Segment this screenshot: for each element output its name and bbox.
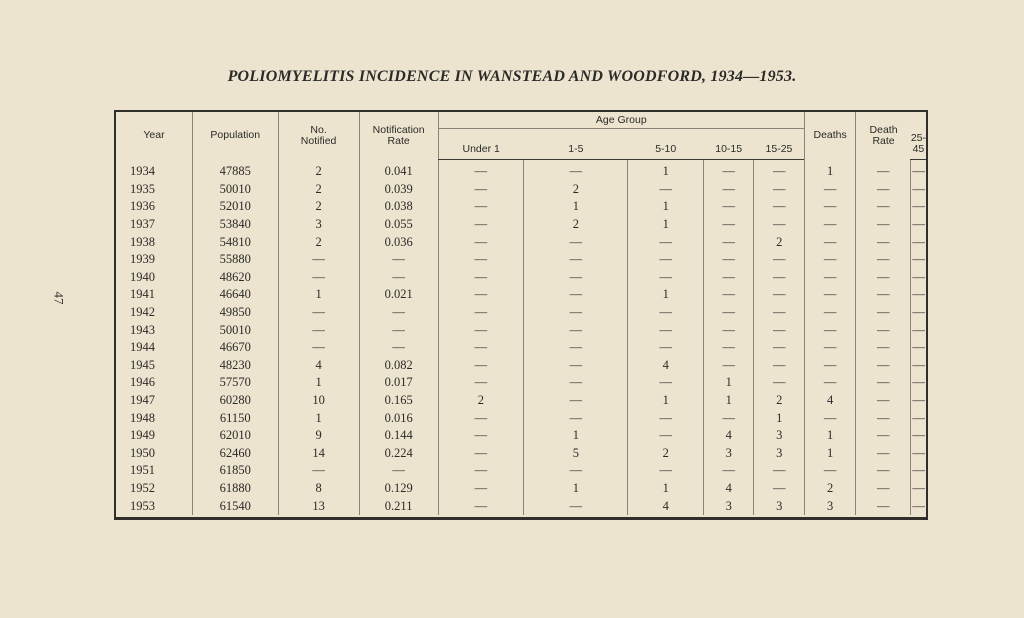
header-rate-line2: Rate (387, 134, 410, 147)
cell-under-1: — (438, 497, 524, 515)
header-age-10-15: 10-15 (703, 129, 754, 160)
cell-notified: 13 (278, 497, 359, 515)
cell-death-rate: — (911, 462, 926, 480)
table-row (116, 392, 926, 410)
cell-age-25-45: — (805, 339, 856, 357)
cell-age-25-45: — (805, 286, 856, 304)
cell-under-1: — (438, 181, 524, 199)
cell-deaths: — (856, 286, 911, 304)
cell-year: 1942 (130, 305, 155, 320)
cell-age-5-10: — (628, 462, 703, 480)
header-rate (359, 112, 438, 160)
cell-deaths: — (856, 269, 911, 287)
cell-rate: — (359, 462, 438, 480)
cell-rate: — (359, 339, 438, 357)
header-rate-line1: Notification (372, 123, 425, 136)
cell-year: 1945 (130, 357, 155, 372)
cell-age-15-25: — (754, 480, 805, 498)
table-row (116, 233, 926, 251)
cell-age-5-10: — (628, 339, 703, 357)
cell-age-5-10: 1 (628, 198, 703, 216)
cell-age-10-15: — (703, 160, 754, 181)
cell-under-1: — (438, 445, 524, 463)
cell-age-25-45: 1 (805, 427, 856, 445)
cell-death-rate: — (911, 269, 926, 287)
incidence-table (116, 112, 926, 515)
cell-age-10-15: — (703, 357, 754, 375)
cell-under-1: — (438, 198, 524, 216)
cell-age-5-10: — (628, 427, 703, 445)
cell-age-1-5: 2 (524, 181, 628, 199)
table-row (116, 160, 926, 181)
table-row (116, 321, 926, 339)
cell-age-10-15: 4 (703, 427, 754, 445)
cell-age-25-45: 4 (805, 392, 856, 410)
cell-death-rate: — (911, 198, 926, 216)
cell-age-25-45: — (805, 357, 856, 375)
cell-rate: — (359, 251, 438, 269)
table-row (116, 216, 926, 234)
header-age-under-1: Under 1 (438, 129, 524, 160)
cell-deaths: — (856, 409, 911, 427)
cell-age-15-25: — (754, 339, 805, 357)
cell-deaths: — (856, 304, 911, 322)
cell-death-rate: — (911, 286, 926, 304)
cell-rate: 0.039 (359, 181, 438, 199)
header-death-rate-line2: Rate (872, 134, 895, 147)
cell-population: 48230 (192, 357, 278, 375)
cell-deaths: — (856, 233, 911, 251)
table-body (116, 160, 926, 515)
header-age-5-10: 5-10 (628, 129, 703, 160)
cell-age-5-10: 1 (628, 286, 703, 304)
cell-notified: 2 (278, 198, 359, 216)
cell-year: 1949 (130, 428, 155, 443)
cell-year: 1938 (130, 234, 155, 249)
cell-notified: 4 (278, 357, 359, 375)
cell-population: 55880 (192, 251, 278, 269)
cell-rate: 0.016 (359, 409, 438, 427)
cell-rate: 0.038 (359, 198, 438, 216)
cell-age-15-25: 3 (754, 497, 805, 515)
cell-under-1: — (438, 286, 524, 304)
cell-age-15-25: — (754, 251, 805, 269)
cell-age-10-15: 3 (703, 445, 754, 463)
cell-death-rate: — (911, 181, 926, 199)
cell-under-1: — (438, 321, 524, 339)
cell-age-10-15: — (703, 251, 754, 269)
cell-death-rate: — (911, 251, 926, 269)
cell-age-5-10: 1 (628, 480, 703, 498)
cell-age-1-5: — (524, 233, 628, 251)
cell-year: 1948 (130, 410, 155, 425)
cell-year: 1951 (130, 463, 155, 478)
cell-year: 1936 (130, 199, 155, 214)
cell-age-10-15: 1 (703, 392, 754, 410)
cell-age-25-45: 2 (805, 480, 856, 498)
cell-deaths: — (856, 427, 911, 445)
cell-age-15-25: — (754, 462, 805, 480)
cell-under-1: — (438, 374, 524, 392)
cell-deaths: — (856, 216, 911, 234)
cell-year: 1941 (130, 287, 155, 302)
incidence-table-frame (114, 110, 928, 520)
cell-age-15-25: 3 (754, 445, 805, 463)
cell-death-rate: — (911, 427, 926, 445)
cell-age-1-5: — (524, 321, 628, 339)
cell-death-rate: — (911, 374, 926, 392)
header-notified-line1: No. (310, 123, 327, 136)
cell-deaths: — (856, 357, 911, 375)
page-title: POLIOMYELITIS INCIDENCE IN WANSTEAD AND WOODFORD, 1934—1953. (227, 68, 797, 85)
cell-age-1-5: — (524, 462, 628, 480)
cell-year: 1937 (130, 217, 155, 232)
cell-age-5-10: — (628, 374, 703, 392)
cell-deaths: — (856, 445, 911, 463)
header-death-rate (856, 112, 911, 160)
cell-age-1-5: — (524, 357, 628, 375)
cell-age-5-10: — (628, 233, 703, 251)
cell-age-1-5: 1 (524, 427, 628, 445)
cell-age-1-5: — (524, 409, 628, 427)
cell-deaths: — (856, 251, 911, 269)
cell-population: 50010 (192, 321, 278, 339)
cell-under-1: — (438, 427, 524, 445)
header-death-rate-line1: Death (869, 123, 898, 136)
cell-notified: 8 (278, 480, 359, 498)
cell-age-5-10: 1 (628, 160, 703, 181)
cell-death-rate: — (911, 445, 926, 463)
cell-deaths: — (856, 160, 911, 181)
cell-rate: 0.021 (359, 286, 438, 304)
cell-age-5-10: — (628, 269, 703, 287)
cell-age-25-45: — (805, 409, 856, 427)
cell-age-5-10: — (628, 409, 703, 427)
cell-notified: — (278, 269, 359, 287)
cell-age-10-15: — (703, 181, 754, 199)
cell-under-1: — (438, 304, 524, 322)
cell-year: 1946 (130, 375, 155, 390)
cell-age-25-45: — (805, 233, 856, 251)
cell-deaths: — (856, 497, 911, 515)
table-row (116, 181, 926, 199)
cell-year: 1935 (130, 181, 155, 196)
table-row (116, 357, 926, 375)
cell-rate: 0.211 (359, 497, 438, 515)
cell-age-1-5: — (524, 304, 628, 322)
cell-age-1-5: — (524, 160, 628, 181)
cell-notified: 14 (278, 445, 359, 463)
cell-age-15-25: — (754, 181, 805, 199)
cell-age-5-10: 4 (628, 357, 703, 375)
cell-age-25-45: 3 (805, 497, 856, 515)
cell-notified: 2 (278, 160, 359, 181)
cell-age-10-15: — (703, 339, 754, 357)
cell-age-15-25: — (754, 216, 805, 234)
cell-population: 48620 (192, 269, 278, 287)
cell-notified: — (278, 251, 359, 269)
cell-age-25-45: — (805, 251, 856, 269)
cell-rate: 0.055 (359, 216, 438, 234)
cell-under-1: — (438, 269, 524, 287)
cell-age-25-45: 1 (805, 445, 856, 463)
header-age-25-45: 25-45 (911, 129, 926, 160)
table-row (116, 286, 926, 304)
cell-year: 1940 (130, 269, 155, 284)
cell-age-1-5: — (524, 269, 628, 287)
cell-rate: 0.165 (359, 392, 438, 410)
cell-deaths: — (856, 392, 911, 410)
cell-death-rate: — (911, 409, 926, 427)
cell-age-15-25: — (754, 321, 805, 339)
header-notified (278, 112, 359, 160)
header-age-1-5: 1-5 (524, 129, 628, 160)
cell-year: 1950 (130, 445, 155, 460)
cell-notified: — (278, 462, 359, 480)
cell-age-15-25: 2 (754, 233, 805, 251)
cell-under-1: — (438, 462, 524, 480)
cell-age-1-5: — (524, 286, 628, 304)
table-row (116, 462, 926, 480)
cell-death-rate: — (911, 233, 926, 251)
cell-notified: 9 (278, 427, 359, 445)
cell-age-10-15: — (703, 216, 754, 234)
cell-rate: 0.041 (359, 160, 438, 181)
cell-deaths: — (856, 181, 911, 199)
cell-under-1: — (438, 160, 524, 181)
cell-age-5-10: 4 (628, 497, 703, 515)
cell-age-10-15: — (703, 269, 754, 287)
cell-rate: 0.036 (359, 233, 438, 251)
cell-year: 1952 (130, 480, 155, 495)
cell-year: 1943 (130, 322, 155, 337)
cell-under-1: — (438, 480, 524, 498)
cell-age-1-5: 1 (524, 198, 628, 216)
cell-deaths: — (856, 321, 911, 339)
cell-rate: — (359, 321, 438, 339)
cell-age-25-45: — (805, 304, 856, 322)
cell-age-10-15: 1 (703, 374, 754, 392)
cell-age-1-5: — (524, 497, 628, 515)
cell-age-15-25: — (754, 286, 805, 304)
header-year: Year (143, 129, 165, 142)
cell-age-1-5: — (524, 251, 628, 269)
header-deaths: Deaths (805, 112, 856, 160)
cell-rate: — (359, 304, 438, 322)
cell-notified: 1 (278, 409, 359, 427)
cell-age-25-45: — (805, 198, 856, 216)
cell-age-15-25: 3 (754, 427, 805, 445)
table-row (116, 445, 926, 463)
cell-under-1: — (438, 339, 524, 357)
cell-population: 62460 (192, 445, 278, 463)
cell-population: 62010 (192, 427, 278, 445)
table-row (116, 427, 926, 445)
header-age-group: Age Group (438, 112, 804, 129)
cell-age-25-45: 1 (805, 160, 856, 181)
cell-year: 1934 (130, 164, 155, 179)
cell-population: 52010 (192, 198, 278, 216)
cell-population: 57570 (192, 374, 278, 392)
cell-under-1: — (438, 409, 524, 427)
cell-population: 53840 (192, 216, 278, 234)
cell-age-25-45: — (805, 181, 856, 199)
cell-age-1-5: — (524, 392, 628, 410)
cell-age-25-45: — (805, 216, 856, 234)
cell-age-1-5: 2 (524, 216, 628, 234)
cell-population: 46640 (192, 286, 278, 304)
cell-notified: 1 (278, 374, 359, 392)
header-notified-line2: Notified (300, 134, 337, 147)
cell-age-15-25: — (754, 160, 805, 181)
cell-notified: 3 (278, 216, 359, 234)
table-row (116, 497, 926, 515)
cell-age-25-45: — (805, 321, 856, 339)
cell-age-5-10: — (628, 321, 703, 339)
table-row (116, 480, 926, 498)
cell-population: 61850 (192, 462, 278, 480)
cell-year: 1947 (130, 393, 155, 408)
table-row (116, 269, 926, 287)
cell-age-10-15: — (703, 304, 754, 322)
cell-age-10-15: — (703, 198, 754, 216)
cell-death-rate: — (911, 392, 926, 410)
cell-age-5-10: 1 (628, 216, 703, 234)
table-row (116, 339, 926, 357)
cell-age-15-25: 2 (754, 392, 805, 410)
cell-age-10-15: — (703, 233, 754, 251)
cell-age-5-10: — (628, 251, 703, 269)
cell-death-rate: — (911, 480, 926, 498)
cell-age-25-45: — (805, 374, 856, 392)
cell-age-10-15: 3 (703, 497, 754, 515)
cell-year: 1939 (130, 252, 155, 267)
cell-age-15-25: — (754, 357, 805, 375)
cell-age-1-5: — (524, 374, 628, 392)
cell-age-1-5: — (524, 339, 628, 357)
table-row (116, 198, 926, 216)
cell-notified: — (278, 304, 359, 322)
cell-population: 60280 (192, 392, 278, 410)
cell-population: 50010 (192, 181, 278, 199)
cell-death-rate: — (911, 216, 926, 234)
cell-population: 46670 (192, 339, 278, 357)
table-row (116, 409, 926, 427)
cell-rate: 0.144 (359, 427, 438, 445)
cell-notified: — (278, 339, 359, 357)
cell-age-25-45: — (805, 269, 856, 287)
cell-deaths: — (856, 198, 911, 216)
cell-death-rate: — (911, 304, 926, 322)
cell-age-10-15: — (703, 409, 754, 427)
cell-death-rate: — (911, 321, 926, 339)
cell-population: 54810 (192, 233, 278, 251)
cell-rate: 0.129 (359, 480, 438, 498)
cell-population: 61150 (192, 409, 278, 427)
table-row (116, 251, 926, 269)
cell-under-1: — (438, 233, 524, 251)
cell-notified: 10 (278, 392, 359, 410)
cell-age-15-25: 1 (754, 409, 805, 427)
cell-deaths: — (856, 462, 911, 480)
cell-notified: 2 (278, 181, 359, 199)
cell-rate: 0.082 (359, 357, 438, 375)
cell-deaths: — (856, 374, 911, 392)
cell-year: 1953 (130, 498, 155, 513)
cell-rate: — (359, 269, 438, 287)
cell-age-5-10: 1 (628, 392, 703, 410)
cell-death-rate: — (911, 357, 926, 375)
cell-under-1: — (438, 357, 524, 375)
cell-under-1: — (438, 251, 524, 269)
cell-under-1: — (438, 216, 524, 234)
cell-age-5-10: 2 (628, 445, 703, 463)
page-number: 47 (51, 291, 67, 305)
cell-population: 47885 (192, 160, 278, 181)
cell-age-10-15: — (703, 286, 754, 304)
cell-age-1-5: 1 (524, 480, 628, 498)
cell-age-1-5: 5 (524, 445, 628, 463)
cell-age-10-15: — (703, 321, 754, 339)
cell-age-5-10: — (628, 304, 703, 322)
cell-year: 1944 (130, 340, 155, 355)
cell-rate: 0.017 (359, 374, 438, 392)
header-age-15-25: 15-25 (754, 129, 805, 160)
cell-age-15-25: — (754, 198, 805, 216)
cell-notified: 2 (278, 233, 359, 251)
cell-age-15-25: — (754, 304, 805, 322)
cell-age-5-10: — (628, 181, 703, 199)
cell-rate: 0.224 (359, 445, 438, 463)
cell-notified: — (278, 321, 359, 339)
cell-under-1: 2 (438, 392, 524, 410)
table-row (116, 304, 926, 322)
cell-age-25-45: — (805, 462, 856, 480)
cell-deaths: — (856, 339, 911, 357)
cell-age-15-25: — (754, 374, 805, 392)
cell-notified: 1 (278, 286, 359, 304)
cell-death-rate: — (911, 160, 926, 181)
cell-population: 61540 (192, 497, 278, 515)
cell-death-rate: — (911, 339, 926, 357)
cell-age-15-25: — (754, 269, 805, 287)
cell-deaths: — (856, 480, 911, 498)
table-row (116, 374, 926, 392)
cell-age-10-15: — (703, 462, 754, 480)
cell-population: 49850 (192, 304, 278, 322)
cell-age-10-15: 4 (703, 480, 754, 498)
header-population: Population (192, 112, 278, 160)
cell-death-rate: — (911, 497, 926, 515)
cell-population: 61880 (192, 480, 278, 498)
